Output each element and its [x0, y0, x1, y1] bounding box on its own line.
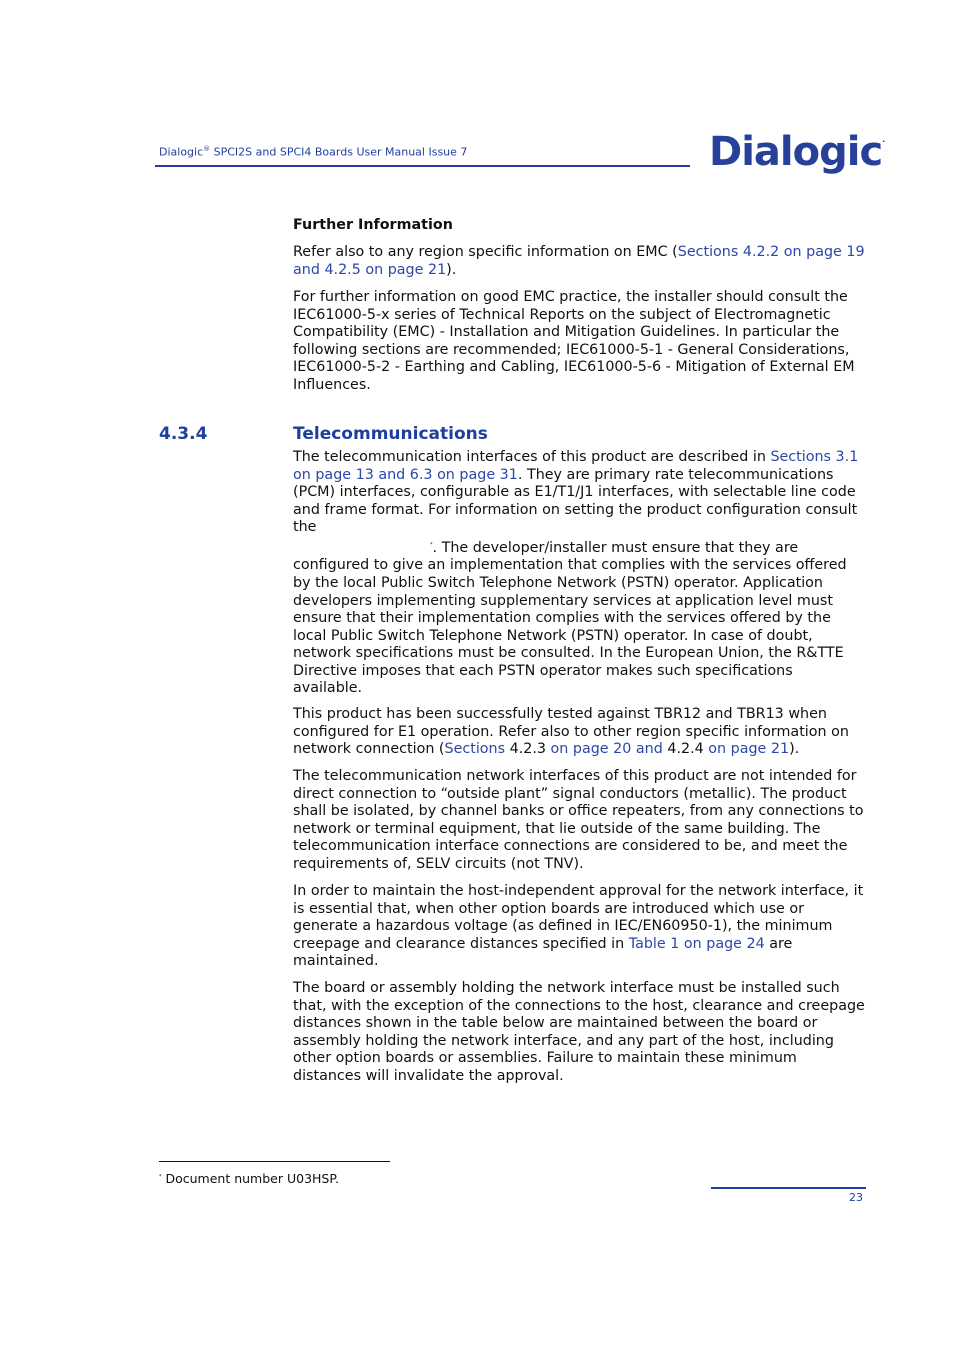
paragraph-text: The telecommunication network interfaces of this product are not intended for direct connection to “outside plant” signal conductors (metallic). The product shall be isolated, by channel banks or office repeaters, from any connections to network or terminal equipment, that lie outside of the same building. The telecommunication interface connections are considered to be, and meet the requirements of, SELV circuits (not TNV). [293, 768, 864, 872]
text-run: ). [446, 261, 457, 278]
logo-text: Dialogic [709, 129, 883, 175]
text-run: ). [789, 741, 800, 758]
running-header [159, 145, 467, 159]
text-run: . The developer/installer must ensure that they are configured to give an implementation that complies with the services offered by the local Public Switch Telephone Network (PSTN) operator. Application developers implementing supplementary services at application level must ensure that their implementation complies with the services offered by the local Public Switch Telephone Network (PSTN) operator. In case of doubt, network specifications must be consulted. In the European Union, the R&TTE Directive imposes that each PSTN operator makes such specifications available. [293, 539, 847, 697]
sections-link[interactable]: Sections [444, 741, 506, 758]
text-run: This product has been successfully tested against TBR12 and TBR13 when configured for E1 operation. Refer also to other region specific information on network connection ( [293, 706, 849, 758]
text-run: 4.2.4 [662, 741, 709, 758]
further-info-paragraph-1 [293, 244, 865, 279]
text-run: Refer also to any region specific information on EMC ( [293, 244, 678, 260]
header-registered-mark: ® [203, 145, 211, 153]
text-run: The telecommunication interfaces of this product are described in [293, 449, 771, 465]
header-title-rest: SPCI2S and SPCI4 Boards User Manual Issue 7 [210, 145, 468, 159]
footer-rule [711, 1187, 866, 1189]
text-run: 4.2.3 [505, 741, 551, 758]
telecom-paragraph-4 [293, 883, 865, 971]
further-info-paragraph-2 [293, 289, 865, 395]
section-title: Telecommunications [293, 424, 488, 444]
footnote-marker[interactable]: * [430, 541, 433, 548]
telecom-paragraph-1 [293, 449, 865, 698]
page-link[interactable]: on page 20 and [550, 741, 663, 758]
telecom-paragraph-3 [293, 768, 865, 874]
paragraph-text: For further information on good EMC practice, the installer should consult the IEC61000-5-x series of Technical Reports on the subject of Electromagnetic Compatibility (EMC) - Installation and Mitigation Guidelines. In particular the following sections are recommended; IEC61000-5-1 - General Considerations, IEC61000-5-2 - Earthing and Cabling, IEC61000-5-6 - Mitigation of External EM Influences. [293, 289, 855, 393]
table-link[interactable]: Table 1 on page 24 [628, 935, 765, 952]
further-information-heading: Further Information [293, 217, 453, 233]
logo-reg-mark: . [882, 135, 886, 144]
footnote-rule [159, 1161, 390, 1162]
section-number: 4.3.4 [159, 424, 208, 444]
sections-link[interactable]: Sections 4.2.2 on page 19 and 4.2.5 on page 21 [293, 244, 865, 278]
text-run: . They are primary rate telecommunications (PCM) interfaces, configurable as E1/T1/J1 interfaces, with selectable line code and frame format. For information on setting the product configuration consult the [293, 466, 858, 536]
footnote [159, 1171, 339, 1186]
header-rule [155, 165, 690, 167]
text-run: are maintained. [293, 935, 793, 970]
page-number: 23 [849, 1191, 863, 1204]
footnote-text: Document number U03HSP. [161, 1171, 339, 1186]
dialogic-logo [709, 129, 886, 175]
page-link[interactable]: on page 21 [708, 741, 790, 758]
telecom-paragraph-2 [293, 706, 865, 759]
telecom-paragraph-5 [293, 980, 865, 1086]
paragraph-text: The board or assembly holding the network interface must be installed such that, with the exception of the connections to the host, clearance and creepage distances shown in the table below are maintained between the board or assembly holding the network interface, and any part of the host, including other option boards or assemblies. Failure to maintain these minimum distances will invalidate the approval. [293, 980, 865, 1084]
text-run: In order to maintain the host-independent approval for the network interface, it is essential that, when other option boards are introduced which use or generate a hazardous voltage (as defined in IEC/EN60950-1), the minimum creepage and clearance distances specified in [293, 883, 864, 952]
header-title-prefix: Dialogic [159, 145, 204, 159]
footnote-mark: * [159, 1173, 162, 1180]
sections-link[interactable]: Sections 3.1 on page 13 and 6.3 on page 31 [293, 449, 859, 483]
